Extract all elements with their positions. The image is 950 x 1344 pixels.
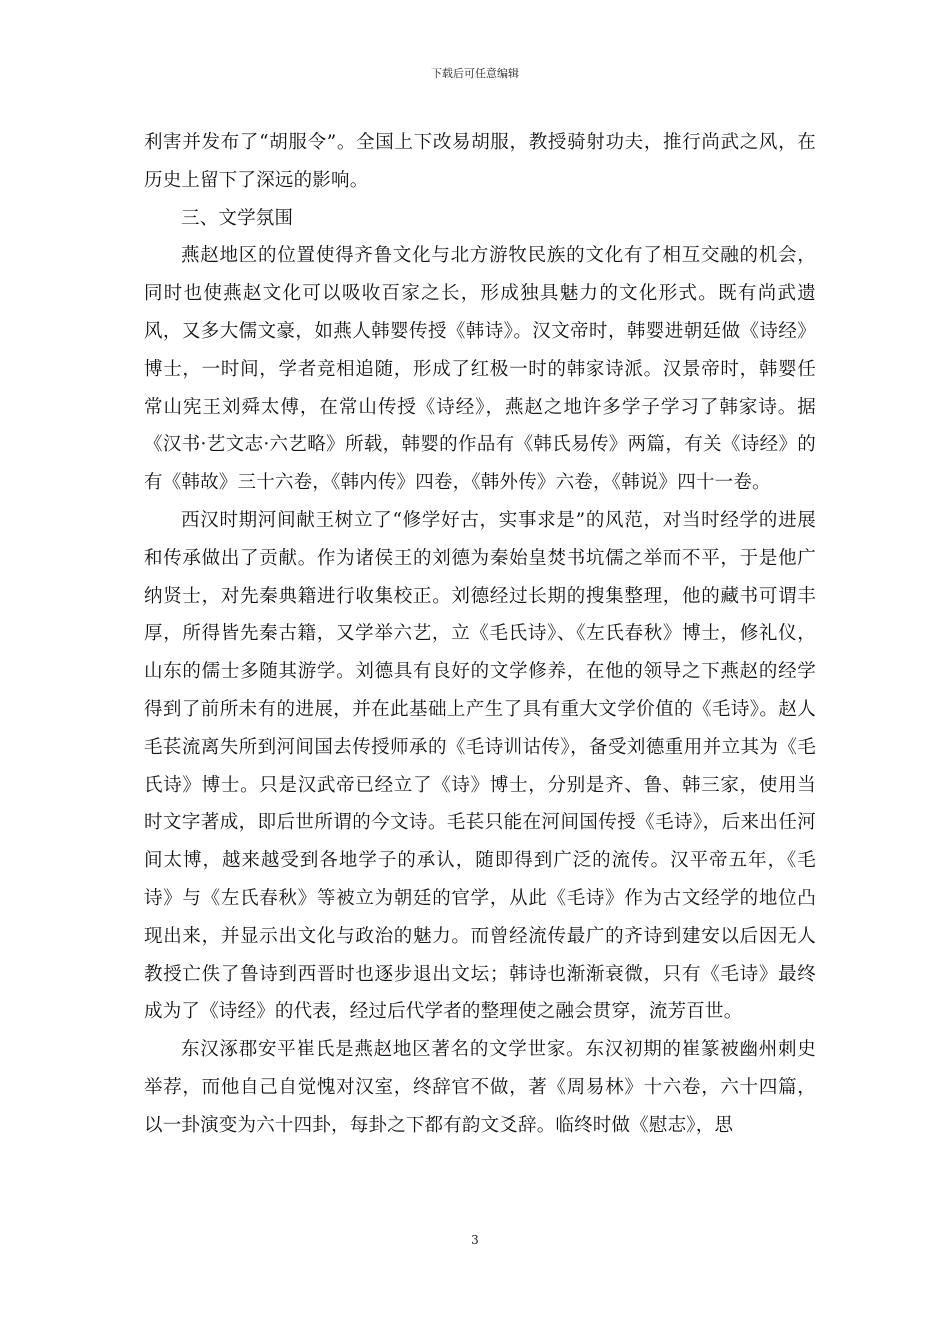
page-number: 3 <box>471 1233 479 1247</box>
paragraph-cui-family: 东汉涿郡安平崔氏是燕赵地区著名的文学世家。东汉初期的崔篆被幽州刺史举荐，而他自己自觉愧对汉室，终辞官不做，著《周易林》十六卷，六十四篇，以一卦演变为六十四卦，每卦之下都有韵文爻辞。临终时做《慰志》，思 <box>144 1039 816 1136</box>
document-body <box>144 124 816 1145</box>
section-heading: 三、文学氛围 <box>181 207 294 229</box>
paragraph-han-ying: 燕赵地区的位置使得齐鲁文化与北方游牧民族的文化有了相互交融的机会，同时也使燕赵文化可以吸收百家之长，形成独具魅力的文化形式。既有尚武遗风，又多大儒文豪，如燕人韩婴传授《韩诗》。汉文帝时，韩婴进朝廷做《诗经》博士，一时间，学者竞相追随，形成了红极一时的韩家诗派。汉景帝时，韩婴任常山宪王刘舜太傅，在常山传授《诗经》，燕赵之地许多学子学习了韩家诗。据《汉书·艺文志·六艺略》所载，韩婴的作品有《韩氏易传》两篇，有关《诗经》的有《韩故》三十六卷，《韩内传》四卷，《韩外传》六卷，《韩说》四十一卷。 <box>144 245 816 494</box>
paragraph-liu-de: 西汉时期河间献王树立了“修学好古，实事求是”的风范，对当时经学的进展和传承做出了贡献。作为诸侯王的刘德为秦始皇焚书坑儒之举而不平，于是他广纳贤士，对先秦典籍进行收集校正。刘德经过长期的搜集整理，他的藏书可谓丰厚，所得皆先秦古籍，又学举六艺，立《毛氏诗》、《左氏春秋》博士，修礼仪，山东的儒士多随其游学。刘德具有良好的文学修养，在他的领导之下燕赵的经学得到了前所未有的进展，并在此基础上产生了具有重大文学价值的《毛诗》。赵人毛苌流离失所到河间国去传授师承的《毛诗训诂传》，备受刘德重用并立其为《毛氏诗》博士。只是汉武帝已经立了《诗》博士，分别是齐、鲁、韩三家，使用当时文字著成，即后世所谓的今文诗。毛苌只能在河间国传授《毛诗》，后来出任河间太博，越来越受到各地学子的承认，随即得到广泛的流传。汉平帝五年，《毛诗》与《左氏春秋》等被立为朝廷的官学，从此《毛诗》作为古文经学的地位凸现出来，并显示出文化与政治的魅力。而曾经流传最广的齐诗到建安以后因无人教授亡佚了鲁诗到西晋时也逐步退出文坛；韩诗也渐渐衰微，只有《毛诗》最终成为了《诗经》的代表，经过后代学者的整理使之融会贯穿，流芳百世。 <box>144 509 816 1023</box>
page-header: 下载后可任意编辑 <box>431 67 519 80</box>
paragraph-continuation: 利害并发布了“胡服令”。全国上下改易胡服，教授骑射功夫，推行尚武之风，在历史上留下了深远的影响。 <box>144 132 816 191</box>
